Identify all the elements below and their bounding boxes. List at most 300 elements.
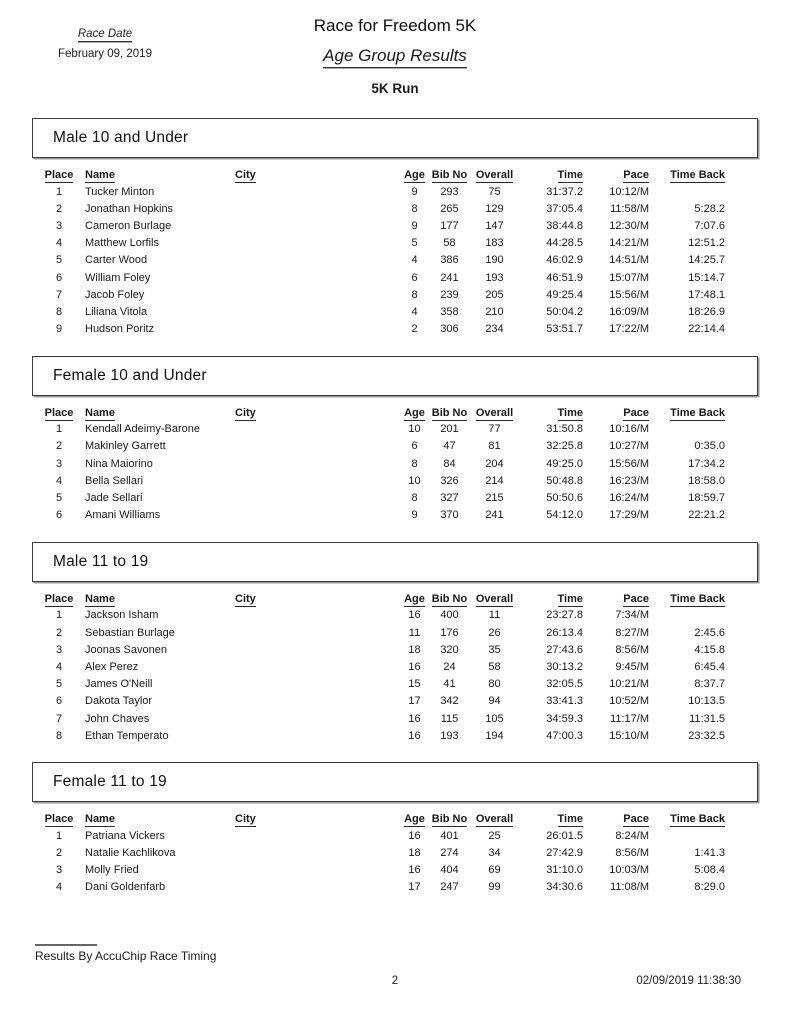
cell-pace: 11:58/M [610, 202, 649, 215]
cell-place: 4 [55, 474, 63, 487]
cell-overall: 105 [485, 712, 504, 725]
column-header-name-label: Name [85, 169, 115, 181]
cell-time: 49:25.0 [546, 457, 583, 470]
cell-place: 5 [55, 254, 63, 267]
cell-overall: 77 [488, 423, 501, 436]
cell-overall: 25 [488, 829, 501, 842]
column-header-name-label: Name [85, 813, 115, 826]
column-header-bib-no-label: Bib No [431, 813, 468, 826]
cell-city [235, 693, 401, 710]
column-header-city-label: City [235, 592, 256, 605]
cell-pace: 16:09/M [609, 305, 649, 318]
cell-bib-no: 327 [440, 492, 459, 505]
cell-time: 50:04.2 [546, 305, 583, 318]
footer-bottom [32, 975, 758, 991]
cell-age: 11 [408, 626, 421, 639]
cell-bib-no: 404 [440, 864, 459, 877]
cell-name: Patriana Vickers [85, 829, 165, 842]
cell-time-back: 5:28.2 [694, 202, 725, 215]
table-row [33, 693, 725, 710]
age-group-title: Female 11 to 19 [53, 773, 167, 791]
cell-name: Nina Maiorino [85, 457, 153, 470]
cell-time-back: 2:45.6 [694, 626, 725, 639]
cell-time-back: 11:31.5 [689, 712, 725, 725]
table-row [33, 455, 725, 472]
cell-age: 16 [408, 660, 421, 673]
cell-age: 9 [411, 509, 418, 522]
cell-city [235, 676, 401, 693]
cell-city [235, 200, 401, 217]
race-date-label: Race Date [77, 28, 133, 40]
column-header-time-back-label: Time Back [670, 592, 725, 605]
cell-overall: 183 [485, 237, 504, 250]
column-header-row [33, 591, 725, 607]
cell-pace: 10:12/M [609, 185, 649, 198]
cell-place: 3 [55, 864, 63, 877]
cell-city [235, 438, 401, 455]
column-header-pace-label: Pace [623, 169, 649, 181]
cell-overall: 35 [488, 643, 501, 656]
cell-time-back: 0:35.0 [694, 440, 725, 453]
cell-time-back [649, 421, 725, 438]
cell-city [235, 252, 401, 269]
cell-time: 31:50.8 [546, 423, 583, 436]
cell-bib-no: 201 [440, 423, 459, 436]
cell-bib-no: 306 [440, 323, 459, 336]
cell-time: 46:02.9 [546, 254, 583, 267]
cell-bib-no: 401 [440, 829, 459, 842]
cell-place: 2 [55, 626, 63, 639]
table-row [33, 252, 725, 269]
cell-name: Alex Perez [85, 660, 139, 673]
column-header-place-label: Place [44, 406, 74, 419]
table-row [33, 676, 725, 693]
table-row [33, 507, 725, 524]
sections [32, 118, 758, 896]
cell-time: 50:50.6 [546, 492, 583, 505]
column-header-name [85, 811, 235, 827]
cell-name: Jonathan Hopkins [85, 202, 174, 215]
table-row [33, 286, 725, 303]
cell-time: 37:05.4 [546, 202, 583, 215]
column-header-bib-no [428, 811, 471, 827]
cell-bib-no: 386 [440, 254, 459, 267]
column-header-place [33, 811, 85, 827]
column-header-city [235, 405, 401, 421]
column-header-age-label: Age [404, 406, 425, 419]
age-group-section [32, 118, 758, 338]
cell-age: 6 [411, 271, 418, 284]
cell-place: 1 [55, 609, 63, 622]
cell-time-back: 12:51.2 [688, 237, 725, 250]
cell-city [235, 235, 401, 252]
cell-time-back: 23:32.5 [688, 729, 725, 742]
cell-bib-no: 239 [440, 288, 459, 301]
cell-time-back: 22:14.4 [688, 323, 725, 336]
column-header-bib-no [428, 405, 471, 421]
column-header-time-back [649, 811, 725, 827]
cell-name: John Chaves [85, 712, 150, 725]
cell-bib-no: 320 [440, 643, 459, 656]
print-timestamp: 02/09/2019 11:38:30 [636, 975, 741, 987]
cell-time-back: 6:45.4 [694, 660, 725, 673]
cell-pace: 16:24/M [609, 492, 649, 505]
cell-age: 9 [411, 219, 418, 232]
cell-city [235, 183, 401, 200]
column-header-bib-no [428, 591, 471, 607]
cell-city [235, 658, 401, 675]
cell-city [235, 489, 401, 506]
cell-bib-no: 274 [440, 847, 459, 860]
cell-place: 8 [55, 305, 63, 318]
column-header-time [518, 167, 583, 183]
cell-time: 27:42.9 [546, 847, 583, 860]
column-header-bib-no-label: Bib No [431, 406, 468, 419]
cell-time: 34:30.6 [546, 881, 583, 894]
cell-time-back: 15:14.7 [688, 271, 725, 284]
cell-age: 17 [408, 881, 421, 894]
column-header-time-label: Time [557, 813, 583, 826]
column-header-time [518, 405, 583, 421]
cell-pace: 7:34/M [615, 609, 649, 622]
column-header-overall-label: Overall [475, 169, 514, 181]
column-header-time-back [649, 405, 725, 421]
cell-time-back: 10:13.5 [688, 695, 725, 708]
cell-time: 32:05.5 [546, 678, 583, 691]
cell-bib-no: 342 [440, 695, 459, 708]
table-row [33, 183, 725, 200]
column-header-overall [471, 811, 518, 827]
cell-city [235, 269, 401, 286]
table-row [33, 862, 725, 879]
cell-age: 8 [411, 202, 418, 215]
cell-city [235, 624, 401, 641]
column-header-city-label: City [235, 169, 256, 181]
cell-name: Tucker Minton [85, 185, 155, 198]
cell-age: 17 [408, 695, 421, 708]
cell-place: 4 [55, 237, 63, 250]
cell-time-back [649, 827, 725, 844]
cell-bib-no: 370 [440, 509, 459, 522]
cell-overall: 94 [488, 695, 501, 708]
cell-overall: 75 [488, 185, 501, 198]
column-header-age [401, 591, 428, 607]
report-footer [32, 944, 758, 991]
table-row [33, 727, 725, 744]
cell-time-back: 14:25.7 [688, 254, 725, 267]
age-group-title: Male 10 and Under [53, 129, 189, 146]
cell-time: 34:59.3 [546, 712, 583, 725]
page-number: 2 [391, 975, 399, 987]
cell-time-back: 18:26.9 [688, 305, 725, 318]
cell-pace: 15:10/M [609, 729, 649, 742]
cell-time-back: 17:34.2 [688, 457, 725, 470]
cell-name: Jacob Foley [85, 288, 145, 301]
cell-pace: 15:56/M [609, 288, 649, 301]
cell-time-back: 7:07.6 [694, 219, 725, 232]
cell-time: 31:37.2 [546, 185, 583, 198]
column-header-time-label: Time [557, 592, 583, 605]
cell-city [235, 421, 401, 438]
table-row [33, 438, 725, 455]
cell-time-back: 4:15.8 [694, 643, 725, 656]
cell-place: 2 [55, 440, 63, 453]
cell-place: 3 [55, 643, 63, 656]
column-header-overall [471, 167, 518, 183]
age-group-section [32, 762, 758, 896]
cell-name: Molly Fried [85, 864, 139, 877]
cell-age: 2 [411, 323, 418, 336]
cell-bib-no: 47 [443, 440, 456, 453]
cell-overall: 194 [485, 729, 504, 742]
report-header [32, 14, 758, 118]
results-table [33, 591, 725, 745]
column-header-overall [471, 591, 518, 607]
cell-time-back: 1:41.3 [694, 847, 725, 860]
cell-age: 8 [411, 492, 418, 505]
cell-name: James O'Neill [85, 678, 153, 691]
column-header-overall-label: Overall [475, 406, 514, 419]
cell-place: 2 [55, 202, 63, 215]
cell-time-back: 17:48.1 [688, 288, 725, 301]
table-row [33, 607, 725, 624]
cell-city [235, 303, 401, 320]
cell-time-back [649, 183, 725, 200]
cell-time-back: 18:58.0 [688, 474, 725, 487]
cell-overall: 99 [488, 881, 501, 894]
cell-overall: 69 [488, 864, 501, 877]
column-header-place-label: Place [44, 813, 74, 826]
table-row [33, 472, 725, 489]
table-row [33, 710, 725, 727]
cell-overall: 204 [485, 457, 504, 470]
column-header-age-label: Age [404, 813, 425, 826]
column-header-bib-no-label: Bib No [431, 169, 468, 181]
column-header-name [85, 167, 235, 183]
cell-time: 32:25.8 [546, 440, 583, 453]
column-header-pace [583, 591, 649, 607]
cell-name: Jade Sellari [85, 492, 143, 505]
table-row [33, 269, 725, 286]
event-name: 5K Run [371, 81, 419, 96]
age-group-section [32, 356, 758, 524]
column-header-pace-label: Pace [623, 813, 649, 826]
age-group-section [32, 542, 758, 745]
cell-age: 18 [408, 847, 421, 860]
cell-place: 6 [55, 695, 63, 708]
column-header-time-label: Time [557, 169, 583, 181]
column-header-time [518, 811, 583, 827]
cell-name: Sebastian Burlage [85, 626, 175, 639]
column-header-bib-no-label: Bib No [431, 592, 468, 605]
cell-name: Carter Wood [85, 254, 148, 267]
column-header-age-label: Age [404, 169, 425, 181]
column-header-place [33, 405, 85, 421]
column-header-city [235, 591, 401, 607]
cell-time-back [649, 607, 725, 624]
cell-bib-no: 293 [440, 185, 459, 198]
cell-bib-no: 400 [440, 609, 459, 622]
race-date-value: February 09, 2019 [58, 48, 152, 60]
column-header-age [401, 811, 428, 827]
cell-pace: 8:56/M [615, 643, 649, 656]
cell-place: 9 [55, 323, 63, 336]
cell-pace: 14:51/M [609, 254, 649, 267]
cell-time: 27:43.6 [546, 643, 583, 656]
cell-pace: 11:08/M [610, 881, 649, 894]
column-header-city [235, 167, 401, 183]
cell-overall: 58 [488, 660, 501, 673]
cell-bib-no: 24 [443, 660, 456, 673]
cell-pace: 10:16/M [609, 423, 649, 436]
column-header-city [235, 811, 401, 827]
cell-pace: 15:56/M [609, 457, 649, 470]
cell-pace: 8:24/M [615, 829, 649, 842]
cell-name: Dakota Taylor [85, 695, 153, 708]
cell-city [235, 710, 401, 727]
cell-place: 1 [55, 423, 63, 436]
results-table [33, 811, 725, 896]
cell-age: 8 [411, 288, 418, 301]
cell-overall: 81 [488, 440, 501, 453]
cell-pace: 10:52/M [609, 695, 649, 708]
column-header-time-back-label: Time Back [670, 406, 725, 419]
cell-pace: 11:17/M [610, 712, 649, 725]
cell-city [235, 607, 401, 624]
column-header-pace-label: Pace [623, 592, 649, 605]
column-header-pace-label: Pace [623, 406, 649, 419]
table-row [33, 421, 725, 438]
column-header-time-label: Time [557, 406, 583, 419]
cell-city [235, 862, 401, 879]
cell-pace: 9:45/M [615, 660, 649, 673]
cell-overall: 241 [485, 509, 504, 522]
column-header-name [85, 591, 235, 607]
table-row [33, 235, 725, 252]
column-header-place [33, 591, 85, 607]
cell-name: Cameron Burlage [85, 219, 172, 232]
column-header-overall [471, 405, 518, 421]
cell-bib-no: 265 [440, 202, 459, 215]
column-header-overall-label: Overall [475, 813, 514, 826]
cell-time: 46:51.9 [546, 271, 583, 284]
cell-name: William Foley [85, 271, 151, 284]
cell-overall: 234 [485, 323, 504, 336]
cell-age: 9 [411, 185, 418, 198]
cell-place: 3 [55, 457, 63, 470]
cell-time: 33:41.3 [546, 695, 583, 708]
cell-pace: 16:23/M [609, 474, 649, 487]
cell-time: 26:13.4 [546, 626, 583, 639]
cell-overall: 190 [485, 254, 504, 267]
cell-name: Bella Sellari [85, 474, 144, 487]
cell-city [235, 321, 401, 338]
table-row [33, 200, 725, 217]
cell-name: Makinley Garrett [85, 440, 166, 453]
column-header-overall-label: Overall [475, 592, 514, 605]
cell-place: 7 [55, 288, 63, 301]
cell-age: 16 [408, 609, 421, 622]
cell-place: 1 [55, 185, 63, 198]
table-row [33, 217, 725, 234]
cell-name: Matthew Lorfils [85, 237, 159, 250]
cell-time: 23:27.8 [546, 609, 583, 622]
cell-place: 8 [55, 729, 63, 742]
cell-age: 16 [408, 729, 421, 742]
cell-place: 4 [55, 660, 63, 673]
table-row [33, 624, 725, 641]
cell-overall: 214 [485, 474, 504, 487]
race-date-block [40, 24, 170, 60]
column-header-city-label: City [235, 813, 256, 826]
cell-place: 3 [55, 219, 63, 232]
column-header-age [401, 167, 428, 183]
cell-time: 50:48.8 [546, 474, 583, 487]
cell-place: 1 [55, 829, 63, 842]
cell-overall: 210 [485, 305, 504, 318]
cell-overall: 147 [485, 219, 504, 232]
cell-age: 6 [411, 440, 418, 453]
cell-time: 26:01.5 [546, 829, 583, 842]
cell-city [235, 845, 401, 862]
table-row [33, 303, 725, 320]
column-header-time-back [649, 591, 725, 607]
cell-city [235, 827, 401, 844]
cell-pace: 8:27/M [615, 626, 649, 639]
column-header-pace [583, 167, 649, 183]
footer-credit: Results By AccuChip Race Timing [35, 949, 217, 963]
age-group-title: Male 11 to 19 [53, 552, 149, 570]
cell-name: Amani Williams [85, 509, 161, 522]
cell-time-back: 18:59.7 [688, 492, 725, 505]
column-header-time-back [649, 167, 725, 183]
cell-name: Natalie Kachlikova [85, 847, 176, 860]
table-row [33, 658, 725, 675]
column-header-place-label: Place [44, 592, 74, 605]
cell-bib-no: 41 [443, 678, 456, 691]
cell-bib-no: 247 [440, 881, 459, 894]
footer-rule [35, 944, 97, 946]
cell-bib-no: 241 [440, 271, 459, 284]
cell-time: 54:12.0 [546, 509, 583, 522]
cell-time-back: 22:21.2 [688, 509, 725, 522]
column-header-pace [583, 405, 649, 421]
cell-city [235, 472, 401, 489]
column-header-row [33, 167, 725, 183]
race-title: Race for Freedom 5K [313, 16, 477, 35]
cell-pace: 10:27/M [609, 440, 649, 453]
cell-city [235, 455, 401, 472]
age-group-header-box [32, 542, 758, 582]
cell-name: Jackson Isham [85, 609, 159, 622]
cell-age: 5 [411, 237, 418, 250]
cell-name: Joonas Savonen [85, 643, 167, 656]
cell-city [235, 286, 401, 303]
cell-city [235, 507, 401, 524]
table-row [33, 879, 725, 896]
cell-time: 31:10.0 [546, 864, 583, 877]
cell-age: 16 [408, 829, 421, 842]
cell-pace: 8:56/M [615, 847, 649, 860]
cell-time-back: 8:37.7 [694, 678, 725, 691]
cell-city [235, 879, 401, 896]
cell-place: 5 [55, 678, 63, 691]
cell-age: 16 [408, 712, 421, 725]
column-header-age [401, 405, 428, 421]
cell-pace: 15:07/M [609, 271, 649, 284]
age-group-header-box [32, 118, 758, 158]
cell-place: 7 [55, 712, 63, 725]
